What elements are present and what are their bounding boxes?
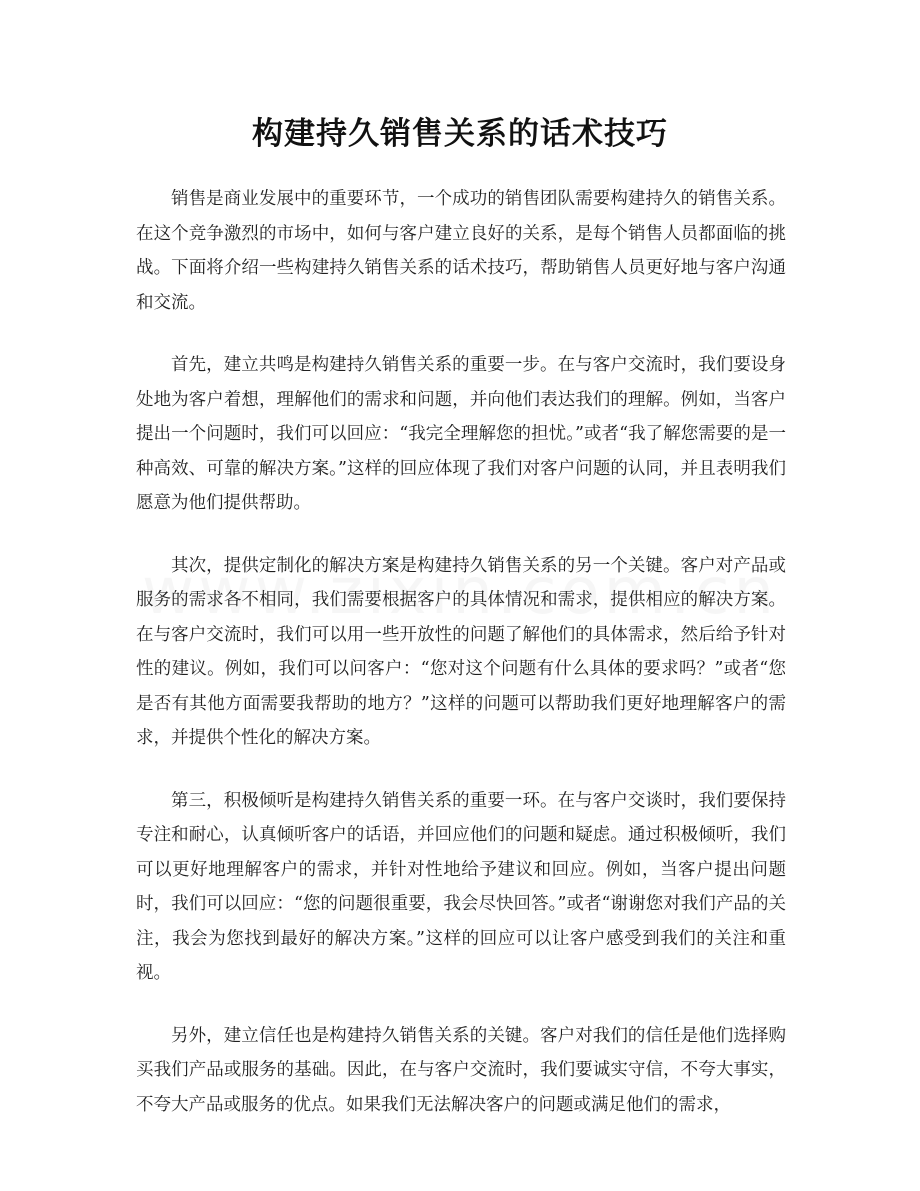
paragraph-intro: 销售是商业发展中的重要环节，一个成功的销售团队需要构建持久的销售关系。在这个竞争激烈的市场中，如何与客户建立良好的关系，是每个销售人员都面临的挑战。下面将介绍一些构建持久销售关系的话术技巧，帮助销售人员更好地与客户沟通和交流。 [136, 189, 786, 313]
paragraph-trust: 另外，建立信任也是构建持久销售关系的关键。客户对我们的信任是他们选择购买我们产品或服务的基础。因此，在与客户交流时，我们要诚实守信，不夸大事实，不夸大产品或服务的优点。如果我们无法解决客户的问题或满足他们的需求， [136, 1025, 786, 1115]
document-title: 构建持久销售关系的话术技巧 [252, 116, 668, 152]
document-body [136, 182, 786, 1150]
paragraph-active-listening: 第三，积极倾听是构建持久销售关系的重要一环。在与客户交谈时，我们要保持专注和耐心，认真倾听客户的话语，并回应他们的问题和疑虑。通过积极倾听，我们可以更好地理解客户的需求，并针对性地给予建议和回应。例如，当客户提出问题时，我们可以回应：“您的问题很重要，我会尽快回答。”或者“谢谢您对我们产品的关注，我会为您找到最好的解决方案。”这样的回应可以让客户感受到我们的关注和重视。 [136, 790, 786, 983]
paragraph-custom-solution: 其次，提供定制化的解决方案是构建持久销售关系的另一个关键。客户对产品或服务的需求各不相同，我们需要根据客户的具体情况和需求，提供相应的解决方案。在与客户交流时，我们可以用一些开放性的问题了解他们的具体需求，然后给予针对性的建议。例如，我们可以问客户：“您对这个问题有什么具体的要求吗？”或者“您是否有其他方面需要我帮助的地方？”这样的问题可以帮助我们更好地理解客户的需求，并提供个性化的解决方案。 [136, 555, 786, 748]
paragraph-empathy: 首先，建立共鸣是构建持久销售关系的重要一步。在与客户交流时，我们要设身处地为客户着想，理解他们的需求和问题，并向他们表达我们的理解。例如，当客户提出一个问题时，我们可以回应：“我完全理解您的担忧。”或者“我了解您需要的是一种高效、可靠的解决方案。”这样的回应体现了我们对客户问题的认同，并且表明我们愿意为他们提供帮助。 [136, 355, 786, 513]
